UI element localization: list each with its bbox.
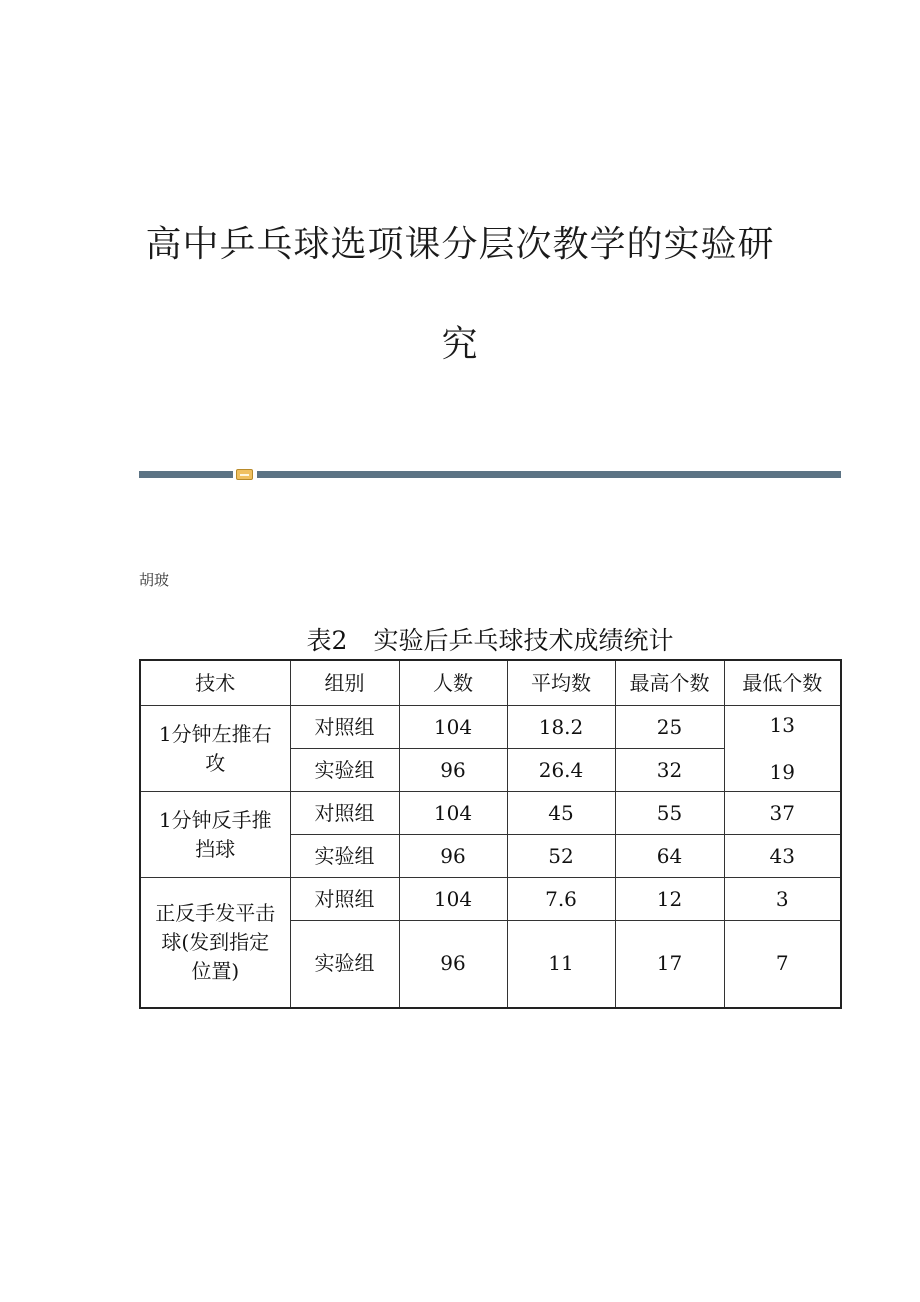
count-cell: 104 (399, 792, 507, 835)
table-number: 表2 (306, 626, 348, 655)
group-cell: 对照组 (290, 878, 399, 921)
group-cell: 实验组 (290, 921, 399, 1008)
group-cell: 对照组 (290, 706, 399, 749)
divider-bar-right (257, 471, 841, 478)
technique-cell: 正反手发平击球(发到指定位置) (140, 878, 290, 1008)
count-cell: 96 (399, 921, 507, 1008)
group-cell: 对照组 (290, 792, 399, 835)
mean-cell: 52 (507, 835, 615, 878)
min-cell: 7 (724, 921, 841, 1008)
table-row (140, 706, 841, 749)
mean-cell: 11 (507, 921, 615, 1008)
max-cell: 64 (615, 835, 724, 878)
max-cell: 32 (615, 749, 724, 792)
header-mean: 平均数 (507, 660, 615, 706)
count-cell: 104 (399, 706, 507, 749)
document-title-line2: 究 (441, 324, 479, 365)
count-cell: 96 (399, 835, 507, 878)
table-caption (0, 621, 920, 657)
technique-cell: 1分钟反手推挡球 (140, 792, 290, 878)
mean-cell: 7.6 (507, 878, 615, 921)
results-table (139, 659, 842, 1009)
group-cell: 实验组 (290, 749, 399, 792)
table-header-row (140, 660, 841, 706)
max-cell: 12 (615, 878, 724, 921)
mean-cell: 26.4 (507, 749, 615, 792)
min-cell: 37 (724, 792, 841, 835)
technique-cell: 1分钟左推右攻 (140, 706, 290, 792)
min-value: 13 (769, 712, 795, 737)
table-row (140, 878, 841, 921)
count-cell: 104 (399, 878, 507, 921)
author-name: 胡玻 (139, 571, 170, 589)
table-row (140, 792, 841, 835)
mean-cell: 18.2 (507, 706, 615, 749)
min-value: 19 (769, 759, 795, 784)
document-title-line1: 高中乒乓球选项课分层次教学的实验研 (145, 224, 775, 265)
header-group: 组别 (290, 660, 399, 706)
divider-bar-left (139, 471, 233, 478)
min-cell: 3 (724, 878, 841, 921)
header-technique: 技术 (140, 660, 290, 706)
table-title: 实验后乒乓球技术成绩统计 (373, 626, 674, 655)
max-cell: 17 (615, 921, 724, 1008)
mean-cell: 45 (507, 792, 615, 835)
group-cell: 实验组 (290, 835, 399, 878)
title-divider (139, 469, 841, 479)
max-cell: 25 (615, 706, 724, 749)
min-cell: 43 (724, 835, 841, 878)
max-cell: 55 (615, 792, 724, 835)
header-count: 人数 (399, 660, 507, 706)
min-cell-merged (724, 706, 841, 792)
header-max: 最高个数 (615, 660, 724, 706)
count-cell: 96 (399, 749, 507, 792)
divider-emblem-icon (236, 469, 253, 480)
header-min: 最低个数 (724, 660, 841, 706)
